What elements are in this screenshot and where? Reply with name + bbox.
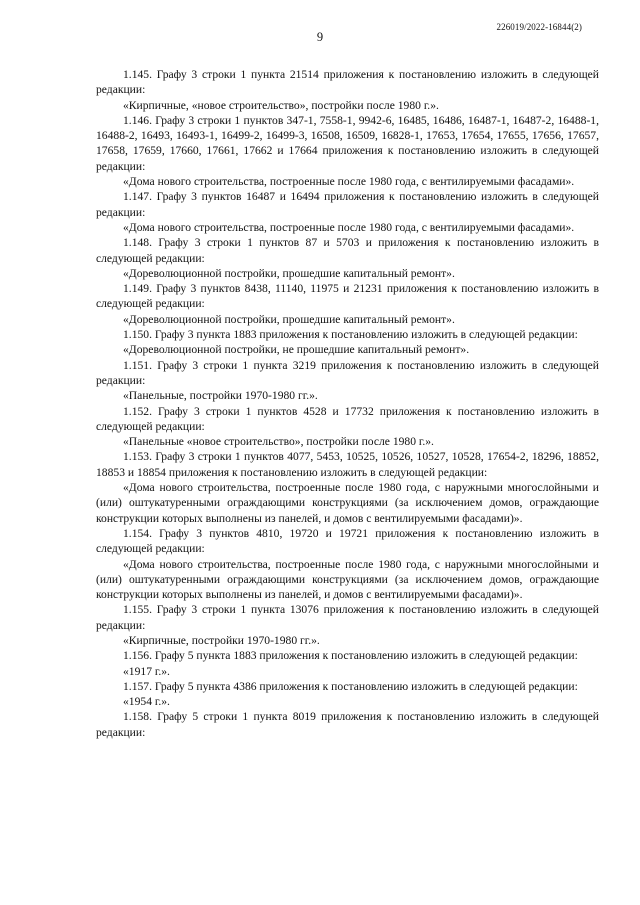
paragraph-1-155: 1.155. Графу 3 строки 1 пункта 13076 приложения к постановлению изложить в следующей редакции:: [96, 603, 599, 632]
quote-1-154: «Дома нового строительства, построенные после 1980 года, с наружными многослойными и (или) оштукатуренными ограждающими конструкциями (за исключением домов, ограждающие конструкции которых выполнены из панелей, и домов с вентилируемыми фасадами)».: [96, 557, 599, 602]
paragraph-1-145: 1.145. Графу 3 строки 1 пункта 21514 приложения к постановлению изложить в следующей редакции:: [96, 68, 599, 97]
paragraph-1-147: 1.147. Графу 3 пунктов 16487 и 16494 приложения к постановлению изложить в следующей редакции:: [96, 190, 599, 219]
quote-1-153: «Дома нового строительства, построенные после 1980 года, с наружными многослойными и (или) оштукатуренными ограждающими конструкциями (за исключением домов, ограждающие конструкции которых выполнены из панелей, и домов с вентилируемыми фасадами)».: [96, 481, 599, 525]
document-code: 226019/2022-16844(2): [496, 22, 582, 32]
quote-1-149: «Дореволюционной постройки, прошедшие капитальный ремонт».: [123, 312, 455, 326]
paragraph-1-156: 1.156. Графу 5 пункта 1883 приложения к постановлению изложить в следующей редакции:: [123, 649, 578, 663]
quote-1-145: «Кирпичные, «новое строительство», постройки после 1980 г.».: [123, 98, 439, 112]
paragraph-1-154: 1.154. Графу 3 пунктов 4810, 19720 и 19721 приложения к постановлению изложить в следующей редакции:: [96, 526, 599, 556]
paragraph-1-146: 1.146. Графу 3 строки 1 пунктов 347-1, 7558-1, 9942-6, 16485, 16486, 16487-1, 16487-2, 16488-1, 16488-2, 16493, 16493-1, 16499-2, 16499-3, 16508, 16509, 16828-1, 17653, 17654, 17655, 17656, 17657, 17658, 17659, 17660, 17661, 17662 и 17664 приложения к постановлению изложить в следующей редакции:: [96, 113, 599, 173]
quote-1-146: «Дома нового строительства, построенные после 1980 года, с вентилируемыми фасадами».: [123, 175, 575, 189]
quote-1-155: «Кирпичные, постройки 1970-1980 гг.».: [123, 633, 320, 647]
quote-1-152: «Панельные «новое строительство», постройки после 1980 г.».: [123, 435, 434, 449]
quote-1-147: «Дома нового строительства, построенные после 1980 года, с вентилируемыми фасадами».: [123, 220, 575, 234]
paragraph-1-157: 1.157. Графу 5 пункта 4386 приложения к постановлению изложить в следующей редакции:: [123, 679, 578, 693]
paragraph-1-158: 1.158. Графу 5 строки 1 пункта 8019 приложения к постановлению изложить в следующей редакции:: [96, 710, 599, 739]
page-number: 9: [316, 30, 324, 44]
quote-1-150: «Дореволюционной постройки, не прошедшие капитальный ремонт».: [123, 343, 470, 357]
document-body: [96, 67, 599, 740]
quote-1-151: «Панельные, постройки 1970-1980 гг.».: [123, 389, 318, 403]
paragraph-1-148: 1.148. Графу 3 строки 1 пунктов 87 и 5703 и приложения к постановлению изложить в следующей редакции:: [96, 236, 599, 265]
paragraph-1-149: 1.149. Графу 3 пунктов 8438, 11140, 11975 и 21231 приложения к постановлению изложить в следующей редакции:: [96, 282, 599, 311]
paragraph-1-150: 1.150. Графу 3 пункта 1883 приложения к постановлению изложить в следующей редакции:: [123, 328, 578, 342]
paragraph-1-153: 1.153. Графу 3 строки 1 пунктов 4077, 5453, 10525, 10526, 10527, 10528, 17654-2, 18296, 18852, 18853 и 18854 приложения к постановлению изложить в следующей редакции:: [96, 450, 599, 479]
paragraph-1-152: 1.152. Графу 3 строки 1 пунктов 4528 и 17732 приложения к постановлению изложить в следующей редакции:: [96, 404, 599, 433]
quote-1-156: «1917 г.».: [123, 664, 170, 678]
paragraph-1-151: 1.151. Графу 3 строки 1 пункта 3219 приложения к постановлению изложить в следующей редакции:: [96, 358, 599, 387]
quote-1-148: «Дореволюционной постройки, прошедшие капитальный ремонт».: [123, 266, 455, 280]
quote-1-157: «1954 г.».: [123, 695, 170, 709]
